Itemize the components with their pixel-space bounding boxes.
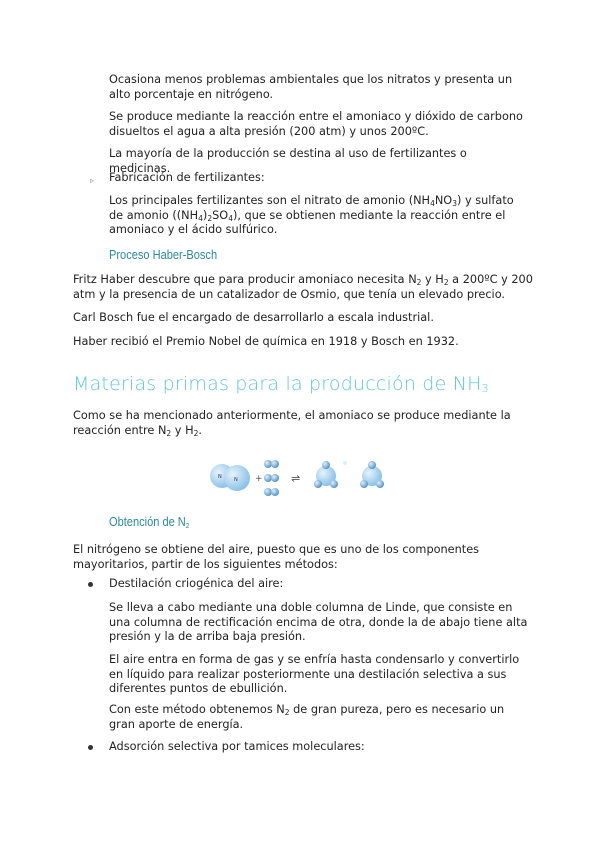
paragraph-purity: Con este método obtenemos $N_2$ de gran pureza, pero es necesario un gran aporte de energía. xyxy=(109,703,505,731)
paragraph-materias: Como se ha mencionado anteriormente, el amoniaco se produce mediante la reacción entre $N_2$ y $H_2$. xyxy=(73,409,511,438)
paragraph-urea-use: La mayoría de la producción se destina al uso de fertilizantes o medicinas. xyxy=(109,147,467,175)
paragraph-gas-condensation: El aire entra en forma de gas y se enfría hasta condensarlo y convertirlo en líquido para realizar posteriormente una destilación selectiva a sus diferentes puntos de ebullición. xyxy=(109,653,520,695)
bullet-fertilizer-heading: Fabricación de fertilizantes: xyxy=(109,171,265,184)
paragraph-linde: Se lleva a cabo mediante una doble columna de Linde, que consiste en una columna de rectificación encima de otra, donde la de abajo tiene alta presión y la de arriba baja presión. xyxy=(109,601,528,643)
h2-molecules xyxy=(264,460,279,496)
plus-sign: + xyxy=(255,474,263,484)
svg-text:N: N xyxy=(218,474,222,480)
paragraph-urea-advantages: Ocasiona menos problemas ambientales que los nitratos y presenta un alto porcentaje en nitrógeno. xyxy=(109,73,513,101)
nh3-molecule-2 xyxy=(360,461,384,488)
nh3-molecule-1 xyxy=(314,461,338,488)
reaction-illustration xyxy=(205,454,400,504)
bullet-dot-icon xyxy=(88,745,93,750)
bullet-dot-icon xyxy=(88,582,93,587)
paragraph-nobel: Haber recibió el Premio Nobel de química en 1918 y Bosch en 1932. xyxy=(73,335,459,348)
bullet-destilacion: Destilación criogénica del aire: xyxy=(109,577,284,590)
paragraph-fertilizers: Los principales fertilizantes son el nitrato de amonio $(NH_4NO_3)$ y sulfato de amonio $((NH_4)_2SO_4)$, que se obtienen mediante la reacción entre el amoniaco y el ácido sulfúrico. xyxy=(109,194,514,236)
paragraph-bosch: Carl Bosch fue el encargado de desarrollarlo a escala industrial. xyxy=(73,311,434,324)
bullet-adsorcion: Adsorción selectiva por tamices moleculares: xyxy=(109,740,365,753)
paragraph-urea-production: Se produce mediante la reacción entre el amoniaco y dióxido de carbono disueltos el agua a alta presión (200 atm) y unos 200ºC. xyxy=(109,110,523,138)
paragraph-nitrogen-source: El nitrógeno se obtiene del aire, puesto que es uno de los componentes mayoritarios, partir de los siguientes métodos: xyxy=(73,543,480,571)
n2-molecule xyxy=(210,464,250,491)
subheading-haber-bosch: Proceso Haber-Bosch xyxy=(109,247,218,262)
subheading-obtencion-n2: Obtención de $N_2$ xyxy=(109,514,190,530)
paragraph-haber: Fritz Haber descubre que para producir amoniaco necesita $N_2$ y $H_2$ a 200ºC y 200 atm y la presencia de un catalizador de Osmio, que tenía un elevado precio. xyxy=(73,273,533,301)
heading-materias-primas: Materias primas para la producción de $NH_3$ xyxy=(73,373,489,395)
equilibrium-arrow: ⇌ xyxy=(291,472,301,485)
svg-text:N: N xyxy=(234,477,238,483)
triangle-bullet-icon: ▹ xyxy=(90,176,95,185)
